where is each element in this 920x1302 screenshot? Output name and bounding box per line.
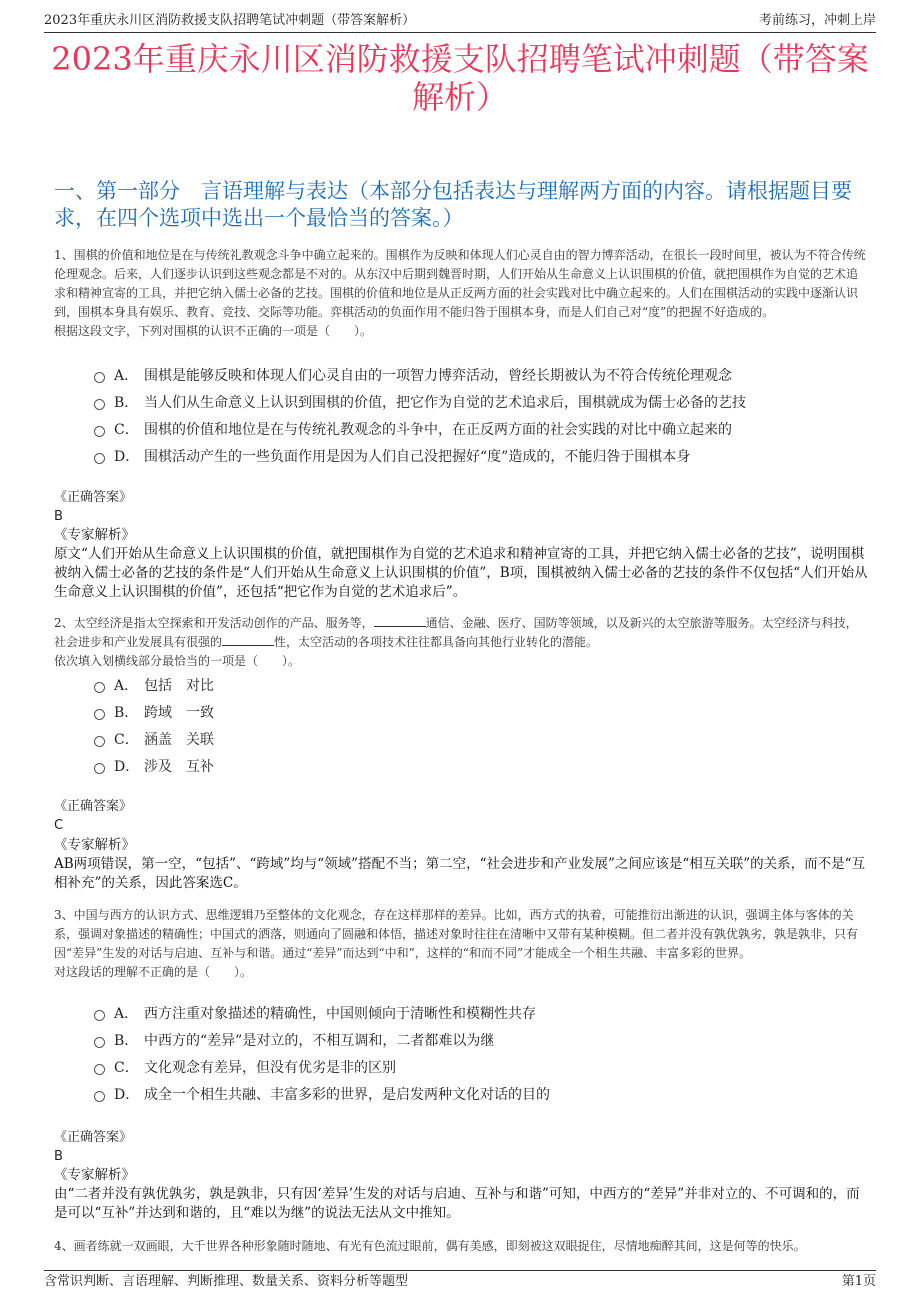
radio-button[interactable] bbox=[94, 1064, 105, 1075]
question-stem-text: 1、围棋的价值和地位是在与传统礼教观念斗争中确立起来的。围棋作为反映和体现人们心灵自由的智力博弈活动，在很长一段时间里，被认为不符合传统伦理观念。后来，人们逐步认识到这些观念都是不对的。从东汉中后期到魏晋时期，人们开始从生命意义上认识围棋的价值，就把围棋作为自觉的艺术追求和精神宣寄的工具，并把它纳入儒士必备的艺技。围棋的价值和地位是从正反两方面的社会实践对比中确立起来的。人们在围棋活动的实践中逐渐认识到，围棋本身具有娱乐、教育、竞技、交际等功能。弈棋活动的负面作用不能归咎于围棋本身，而是人们自己对“度”的把握不好造成的。 bbox=[54, 248, 866, 319]
page-number: 第1页 bbox=[841, 1274, 876, 1289]
option-letter: D． bbox=[114, 449, 140, 465]
radio-button[interactable] bbox=[94, 426, 105, 437]
radio-button[interactable] bbox=[94, 372, 105, 383]
option-letter: D． bbox=[114, 1087, 140, 1103]
radio-button[interactable] bbox=[94, 1037, 105, 1048]
question-3-options bbox=[94, 1004, 868, 1112]
option-letter: C． bbox=[114, 732, 139, 748]
stem-part: 2、太空经济是指太空探索和开发活动创作的产品、服务等， bbox=[54, 616, 374, 630]
option-text: 围棋是能够反映和体现人们心灵自由的一项智力博弈活动，曾经长期被认为不符合传统伦理观念 bbox=[144, 368, 732, 384]
page-header bbox=[44, 10, 876, 33]
stem-part: 性，太空活动的各项技术往往都具备向其他行业转化的潜能。 bbox=[274, 635, 599, 649]
question-3-stem bbox=[54, 906, 868, 982]
option-text: 涉及 互补 bbox=[144, 759, 214, 775]
answer-label: 《正确答案》 bbox=[54, 799, 133, 814]
option-d[interactable] bbox=[94, 757, 868, 784]
question-prompt: 对这段话的理解不正确的是（ ）。 bbox=[54, 965, 253, 979]
question-1-answer bbox=[54, 488, 868, 526]
question-3-analysis bbox=[54, 1166, 868, 1223]
option-letter: C． bbox=[114, 1060, 139, 1076]
option-c[interactable] bbox=[94, 420, 868, 447]
option-text: 西方注重对象描述的精确性，中国则倾向于清晰性和模糊性共存 bbox=[144, 1006, 536, 1022]
answer-label: 《正确答案》 bbox=[54, 490, 133, 505]
analysis-label: 《专家解析》 bbox=[54, 1167, 135, 1183]
option-b[interactable] bbox=[94, 1031, 868, 1058]
radio-button[interactable] bbox=[94, 682, 105, 693]
option-a[interactable] bbox=[94, 676, 868, 703]
question-stem-text: 3、中国与西方的认识方式、思维逻辑乃至整体的文化观念，存在这样那样的差异。比如，西方式的执着，可能推衍出渐进的认识，强调主体与客体的关系，强调对象描述的精确性；中国式的洒落，则通向了圆融和体悟，描述对象时往往在清晰中又带有某种模糊。但二者并没有孰优孰劣，孰是孰非，只有因“差异”生发的对话与启迪、互补与和谐。通过“差异”而达到“中和”，这样的“和而不同”才能成全一个相生共融、丰富多彩的世界。 bbox=[54, 908, 859, 960]
page-footer bbox=[44, 1270, 876, 1293]
option-d[interactable] bbox=[94, 447, 868, 474]
question-4-stem bbox=[54, 1237, 868, 1256]
question-2-analysis bbox=[54, 836, 868, 893]
question-2-answer bbox=[54, 797, 868, 835]
option-text: 文化观念有差异，但没有优劣是非的区别 bbox=[144, 1060, 396, 1076]
radio-button[interactable] bbox=[94, 763, 105, 774]
option-text: 当人们从生命意义上认识到围棋的价值，把它作为自觉的艺术追求后，围棋就成为儒士必备的艺技 bbox=[144, 395, 746, 411]
question-prompt: 根据这段文字，下列对围棋的认识不正确的一项是（ ）。 bbox=[54, 324, 373, 338]
analysis-text: 原文“人们开始从生命意义上认识围棋的价值，就把围棋作为自觉的艺术追求和精神宣寄的工具，并把它纳入儒士必备的艺技”，说明围棋被纳入儒士必备的艺技的条件是“人们开始从生命意义上认识围棋的价值”，B项，围棋被纳入儒士必备的艺技的条件不仅包括“人们开始从生命意义上认识围棋的价值”，还包括“把它作为自觉的艺术追求后”。 bbox=[54, 546, 868, 600]
option-a[interactable] bbox=[94, 1004, 868, 1031]
analysis-text: AB两项错误，第一空，“包括”、“跨域”均与“领域”搭配不当；第二空，“社会进步和产业发展”之间应该是“相互关联”的关系，而不是“互相补充”的关系，因此答案选C。 bbox=[54, 856, 866, 891]
question-2-stem bbox=[54, 614, 868, 671]
option-c[interactable] bbox=[94, 1058, 868, 1085]
question-2-options bbox=[94, 676, 868, 784]
option-text: 包括 对比 bbox=[144, 678, 214, 694]
option-b[interactable] bbox=[94, 393, 868, 420]
fill-blank bbox=[222, 645, 274, 646]
option-text: 围棋活动产生的一些负面作用是因为人们自己没把握好“度”造成的，不能归咎于围棋本身 bbox=[144, 449, 691, 465]
option-letter: B． bbox=[114, 1033, 139, 1049]
question-3-answer bbox=[54, 1128, 868, 1166]
header-slogan: 考前练习，冲刺上岸 bbox=[758, 13, 876, 28]
option-text: 跨域 一致 bbox=[144, 705, 214, 721]
option-letter: B． bbox=[114, 395, 139, 411]
question-1-options bbox=[94, 366, 868, 474]
option-letter: A． bbox=[114, 1006, 139, 1022]
radio-button[interactable] bbox=[94, 1091, 105, 1102]
radio-button[interactable] bbox=[94, 399, 105, 410]
answer-label: 《正确答案》 bbox=[54, 1130, 133, 1145]
option-letter: D． bbox=[114, 759, 140, 775]
document-title: 2023年重庆永川区消防救援支队招聘笔试冲刺题（带答案解析） bbox=[51, 40, 869, 116]
radio-button[interactable] bbox=[94, 1010, 105, 1021]
section-heading: 一、第一部分 言语理解与表达（本部分包括表达与理解两方面的内容。请根据题目要求，在四个选项中选出一个最恰当的答案。） bbox=[54, 179, 852, 230]
answer-value: B bbox=[54, 509, 63, 524]
option-text: 成全一个相生共融、丰富多彩的世界，是启发两种文化对话的目的 bbox=[144, 1087, 550, 1103]
answer-value: C bbox=[54, 818, 64, 833]
radio-button[interactable] bbox=[94, 736, 105, 747]
fill-blank bbox=[374, 626, 426, 627]
option-letter: A． bbox=[114, 678, 139, 694]
option-text: 涵盖 关联 bbox=[144, 732, 214, 748]
option-a[interactable] bbox=[94, 366, 868, 393]
option-letter: C． bbox=[114, 422, 139, 438]
footer-question-types: 含常识判断、言语理解、判断推理、数量关系、资料分析等题型 bbox=[44, 1274, 409, 1289]
analysis-label: 《专家解析》 bbox=[54, 527, 135, 543]
radio-button[interactable] bbox=[94, 453, 105, 464]
analysis-label: 《专家解析》 bbox=[54, 837, 135, 853]
option-letter: A． bbox=[114, 368, 139, 384]
option-b[interactable] bbox=[94, 703, 868, 730]
option-c[interactable] bbox=[94, 730, 868, 757]
question-prompt: 依次填入划横线部分最恰当的一项是（ ）。 bbox=[54, 654, 301, 668]
analysis-text: 由“二者并没有孰优孰劣，孰是孰非，只有因‘差异’生发的对话与启迪、互补与和谐”可知，中西方的“差异”并非对立的、不可调和的，而是可以“互补”并达到和谐的，且“难以为继”的说法无法从文中推知。 bbox=[54, 1186, 860, 1221]
option-text: 中西方的“差异”是对立的，不相互调和，二者都难以为继 bbox=[144, 1033, 495, 1049]
option-text: 围棋的价值和地位是在与传统礼教观念的斗争中，在正反两方面的社会实践的对比中确立起来的 bbox=[144, 422, 732, 438]
option-letter: B． bbox=[114, 705, 139, 721]
question-1-analysis bbox=[54, 526, 868, 602]
question-stem-text: 4、画者练就一双画眼，大千世界各种形象随时随地、有光有色流过眼前，偶有美感，即刻被这双眼捉住，尽情地痴醉其间，这是何等的快乐。 bbox=[54, 1239, 806, 1253]
question-stem-text bbox=[54, 614, 868, 652]
stem-part: 通信、金融、医疗、国防等领域，以及新兴的太空旅游等服务。太空经济与科技，社会进步和产业发展具有很强的 bbox=[54, 616, 858, 649]
radio-button[interactable] bbox=[94, 709, 105, 720]
answer-value: B bbox=[54, 1149, 63, 1164]
question-1-stem bbox=[54, 246, 868, 341]
option-d[interactable] bbox=[94, 1085, 868, 1112]
header-doc-title: 2023年重庆永川区消防救援支队招聘笔试冲刺题（带答案解析） bbox=[44, 13, 416, 28]
